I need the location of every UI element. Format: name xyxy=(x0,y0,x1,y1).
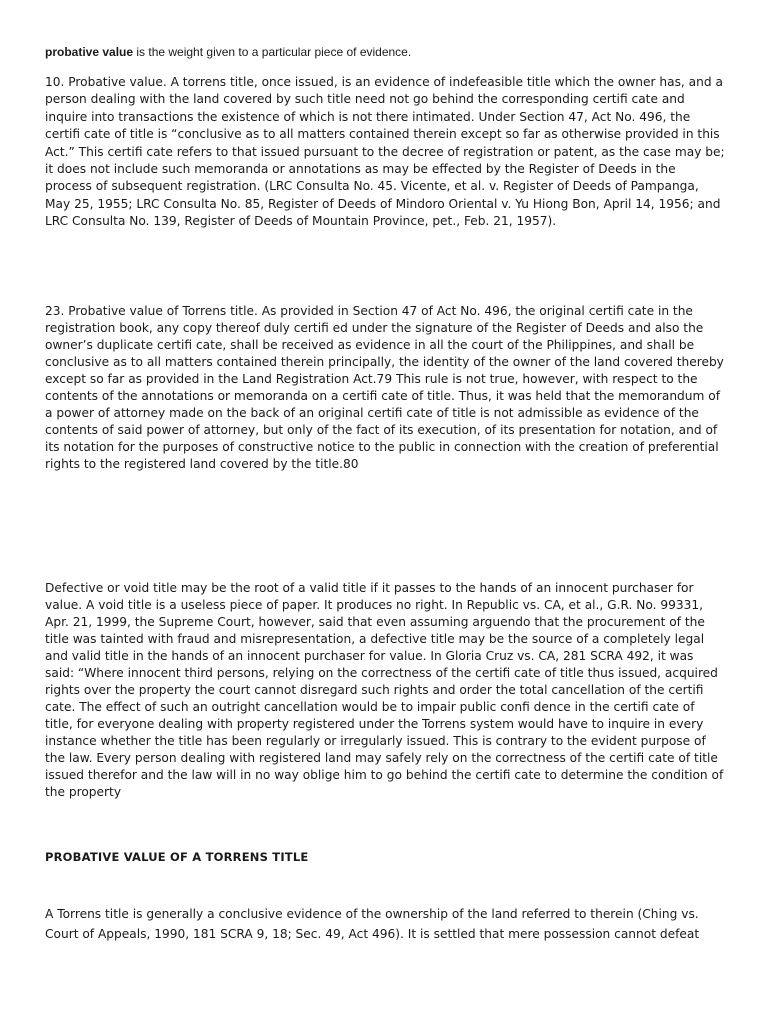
paragraph-probative-value: 10. Probative value. A torrens title, once issued, is an evidence of indefeasible title which the owner has, and a person dealing with the land covered by such title need not go behind the corresponding certifi cate and inquire into transactions the existence of which is not there intimated. Under Section 47, Act No. 496, the certifi cate of title is “conclusive as to all matters contained therein except so far as otherwise provided in this Act.” This certifi cate refers to that issued pursuant to the decree of registration or patent, as the case may be; it does not include such memoranda or annotations as may be effected by the Register of Deeds in the process of subsequent registration. (LRC Consulta No. 45. Vicente, et al. v. Register of Deeds of Pampanga, May 25, 1955; LRC Consulta No. 85, Register of Deeds of Mindoro Oriental v. Yu Hiong Bon, April 14, 1956; and LRC Consulta No. 139, Register of Deeds of Mountain Province, pet., Feb. 21, 1957). xyxy=(45,75,725,229)
paragraph-torrens-conclusive: A Torrens title is generally a conclusive evidence of the ownership of the land referred to therein (Ching vs. Court of Appeals, 1990, 181 SCRA 9, 18; Sec. 49, Act 496). It is settled that mere possession cannot defeat xyxy=(45,907,700,941)
definition-line xyxy=(45,44,725,61)
paragraph-probative-value-torrens: 23. Probative value of Torrens title. As provided in Section 47 of Act No. 496, the original certifi cate in the registration book, any copy thereof duly certifi ed under the signature of the Register of Deeds and also the owner’s duplicate certifi cate, shall be received as evidence in all the court of the Philippines, and shall be conclusive as to all matters contained therein principally, the identity of the owner of the land covered thereby except so far as provided in the Land Registration Act.79 This rule is not true, however, with respect to the contents of the annotations or memoranda on a certifi cate of title. Thus, it was held that the memorandum of a power of attorney made on the back of an original certifi cate of title is not admissible as evidence of the contents of said power of attorney, but only of the fact of its execution, of its presentation for notation, and of its notation for the purposes of constructive notice to the public in connection with the creation of preferential rights to the registered land covered by the title.80 xyxy=(45,304,724,471)
definition-text: is the weight given to a particular piece of evidence. xyxy=(133,45,412,59)
paragraph-defective-title: Defective or void title may be the root of a valid title if it passes to the hands of an innocent purchaser for value. A void title is a useless piece of paper. It produces no right. In Republic vs. CA, et al., G.R. No. 99331, Apr. 21, 1999, the Supreme Court, however, said that even assuming arguendo that the procurement of the title was tainted with fraud and misrepresentation, a defective title may be the source of a completely legal and valid title in the hands of an innocent purchaser for value. In Gloria Cruz vs. CA, 281 SCRA 492, it was said: “Where innocent third persons, relying on the correctness of the certifi cate of title thus issued, acquired rights over the property the court cannot disregard such rights and order the total cancellation of the certifi cate. The effect of such an outright cancellation would be to impair public confi dence in the certifi cate of title, for everyone dealing with property registered under the Torrens system would have to inquire in every instance whether the title has been regularly or irregularly issued. This is contrary to the evident purpose of the law. Every person dealing with registered land may safely rely on the correctness of the certifi cate of title issued therefor and the law will in no way oblige him to go behind the certifi cate to determine the condition of the property xyxy=(45,581,724,799)
section-heading: PROBATIVE VALUE OF A TORRENS TITLE xyxy=(45,850,309,864)
definition-term: probative value xyxy=(45,45,134,59)
